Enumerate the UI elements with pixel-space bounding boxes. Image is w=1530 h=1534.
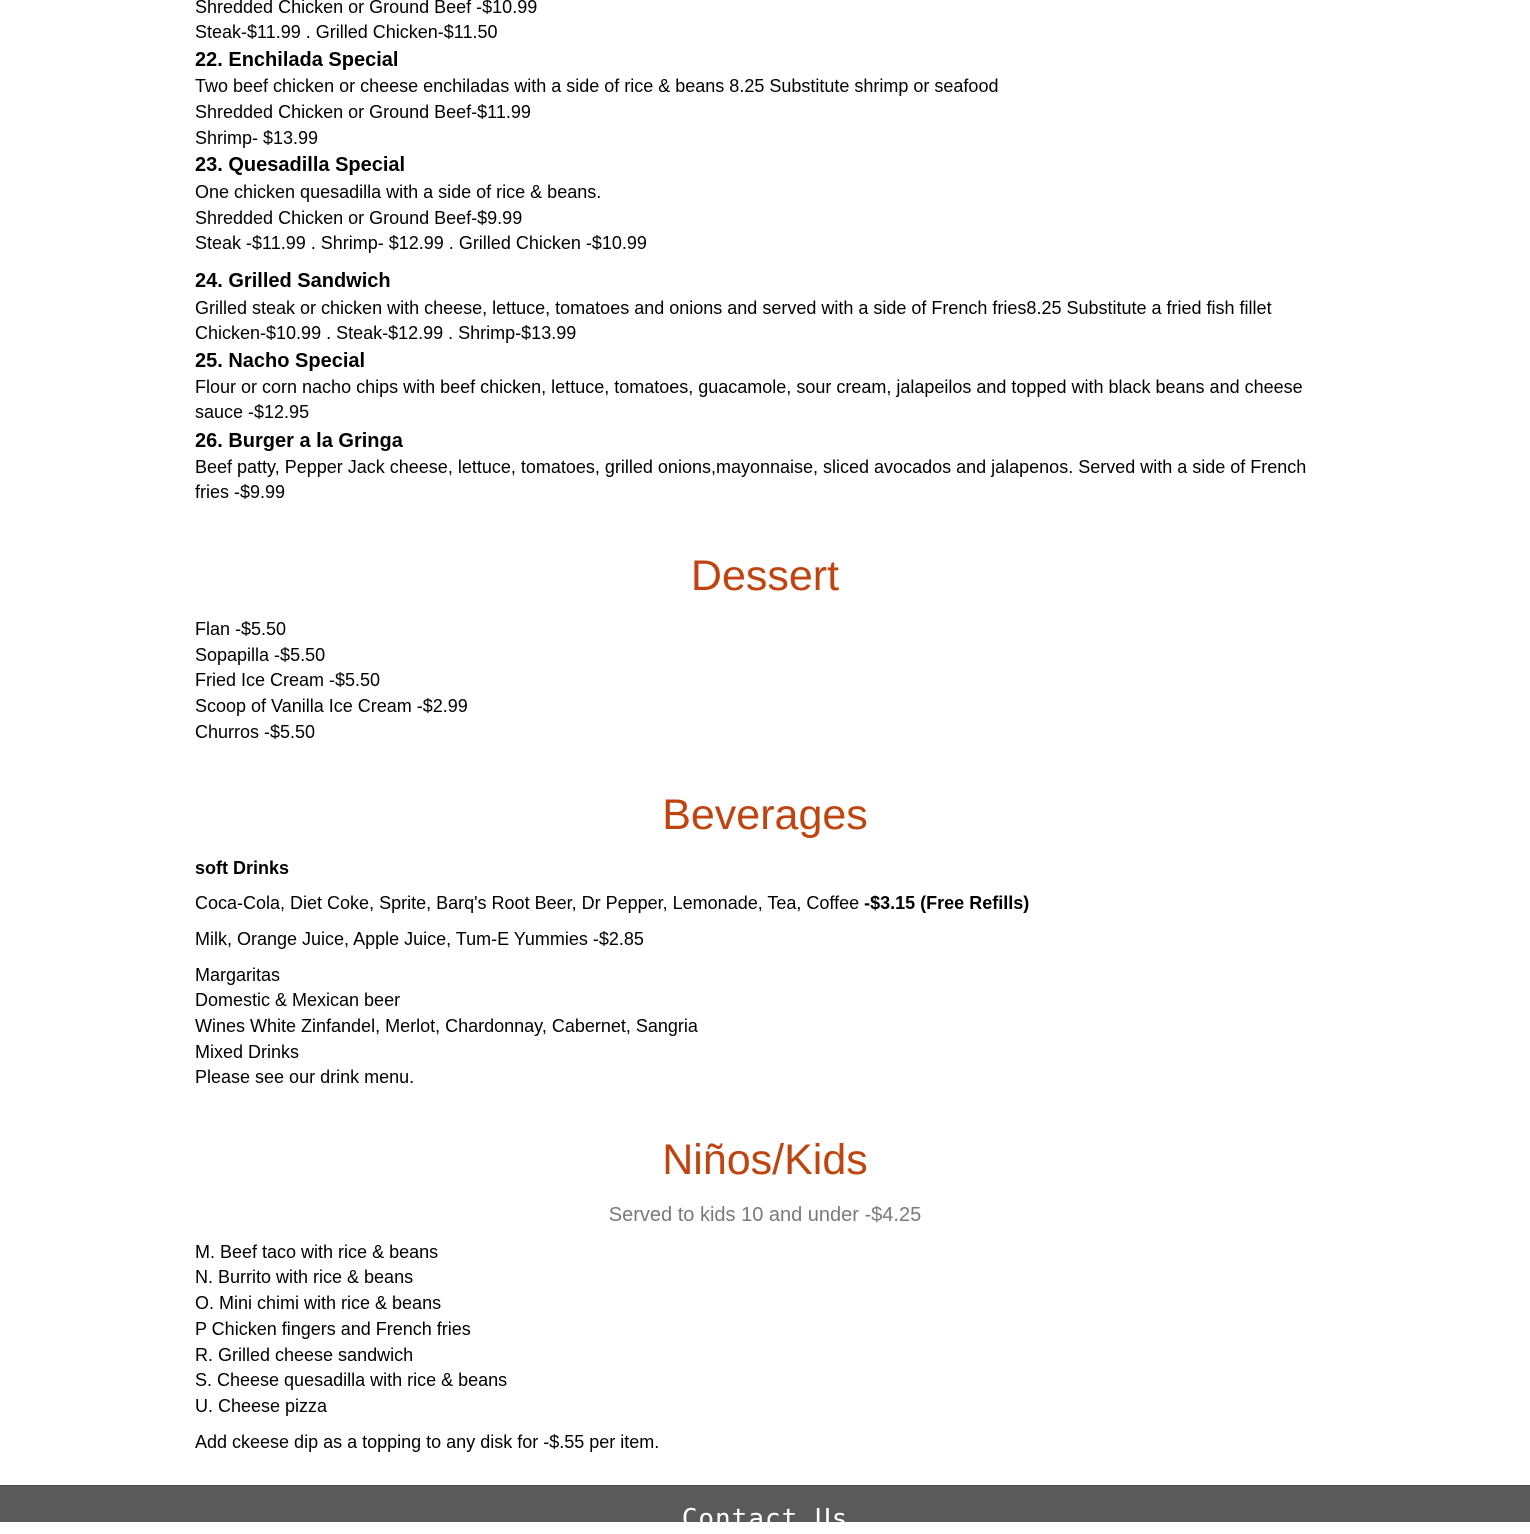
item-description: Two beef chicken or cheese enchiladas with a side of rice & beans 8.25 Substitute shrimp or seafood (195, 76, 999, 96)
item-description: Flour or corn nacho chips with beef chicken, lettuce, tomatoes, guacamole, sour cream, jalapeilos and topped with black beans and cheese sauce -$12.95 (195, 377, 1303, 422)
item-title: 26. Burger a la Gringa (195, 430, 403, 452)
kids-item: O. Mini chimi with rice & beans (195, 1293, 442, 1313)
item-price-line: Shrimp- $13.99 (195, 128, 319, 148)
bar-item: Mixed Drinks (195, 1042, 300, 1062)
bar-item: Please see our drink menu. (195, 1067, 415, 1087)
dessert-item: Flan -$5.50 (195, 619, 287, 639)
juice-line: Milk, Orange Juice, Apple Juice, Tum-E Yummies -$2.85 (195, 929, 644, 949)
soft-drinks-list: Coca-Cola, Diet Coke, Sprite, Barq's Root Beer, Dr Pepper, Lemonade, Tea, Coffee (195, 893, 865, 913)
soft-drinks-price: -$3.15 (Free Refills) (864, 893, 1030, 913)
item-price-line: Steak -$11.99 . Shrimp- $12.99 . Grilled Chicken -$10.99 (195, 233, 647, 253)
item-title: 25. Nacho Special (195, 350, 366, 372)
kids-item: U. Cheese pizza (195, 1396, 328, 1416)
kids-note: Add ckeese dip as a topping to any disk for -$.55 per item. (195, 1432, 660, 1452)
soft-drinks-line (195, 893, 1029, 913)
footer-bar (0, 1485, 1530, 1534)
dessert-item: Sopapilla -$5.50 (195, 645, 326, 665)
soft-drinks-heading: soft Drinks (195, 858, 290, 878)
kids-item: N. Burrito with rice & beans (195, 1267, 414, 1287)
kids-subtitle: Served to kids 10 and under -$4.25 (608, 1204, 922, 1226)
kids-item: P Chicken fingers and French fries (195, 1319, 471, 1339)
kids-item: S. Cheese quesadilla with rice & beans (195, 1370, 508, 1390)
item21-price-line: Shredded Chicken or Ground Beef -$10.99 (195, 0, 538, 17)
item-price-line: Shredded Chicken or Ground Beef-$11.99 (195, 102, 531, 122)
item-title: 24. Grilled Sandwich (195, 270, 391, 292)
section-title-kids: Niños/Kids (662, 1136, 868, 1184)
bar-item: Domestic & Mexican beer (195, 990, 401, 1010)
section-title-beverages: Beverages (662, 791, 868, 839)
bar-item: Margaritas (195, 965, 281, 985)
item-description: Grilled steak or chicken with cheese, lettuce, tomatoes and onions and served with a side of French fries8.25 Substitute a fried fish fillet (195, 298, 1272, 318)
dessert-item: Fried Ice Cream -$5.50 (195, 670, 381, 690)
item-description: One chicken quesadilla with a side of rice & beans. (195, 182, 602, 202)
kids-item: M. Beef taco with rice & beans (195, 1242, 439, 1262)
item-price-line: Shredded Chicken or Ground Beef-$9.99 (195, 208, 523, 228)
item21-price-line: Steak-$11.99 . Grilled Chicken-$11.50 (195, 22, 498, 42)
contact-us-heading: Contact Us (681, 1504, 849, 1534)
item-title: 22. Enchilada Special (195, 49, 399, 71)
kids-item: R. Grilled cheese sandwich (195, 1345, 414, 1365)
dessert-item: Scoop of Vanilla Ice Cream -$2.99 (195, 696, 468, 716)
item-title: 23. Quesadilla Special (195, 154, 406, 176)
item-description: Beef patty, Pepper Jack cheese, lettuce, tomatoes, grilled onions,mayonnaise, sliced avocados and jalapenos. Served with a side of French fries -$9.99 (195, 457, 1307, 502)
bar-item: Wines White Zinfandel, Merlot, Chardonnay, Cabernet, Sangria (195, 1016, 698, 1036)
dessert-item: Churros -$5.50 (195, 722, 316, 742)
section-title-dessert: Dessert (690, 552, 840, 600)
item-price-line: Chicken-$10.99 . Steak-$12.99 . Shrimp-$13.99 (195, 323, 577, 343)
